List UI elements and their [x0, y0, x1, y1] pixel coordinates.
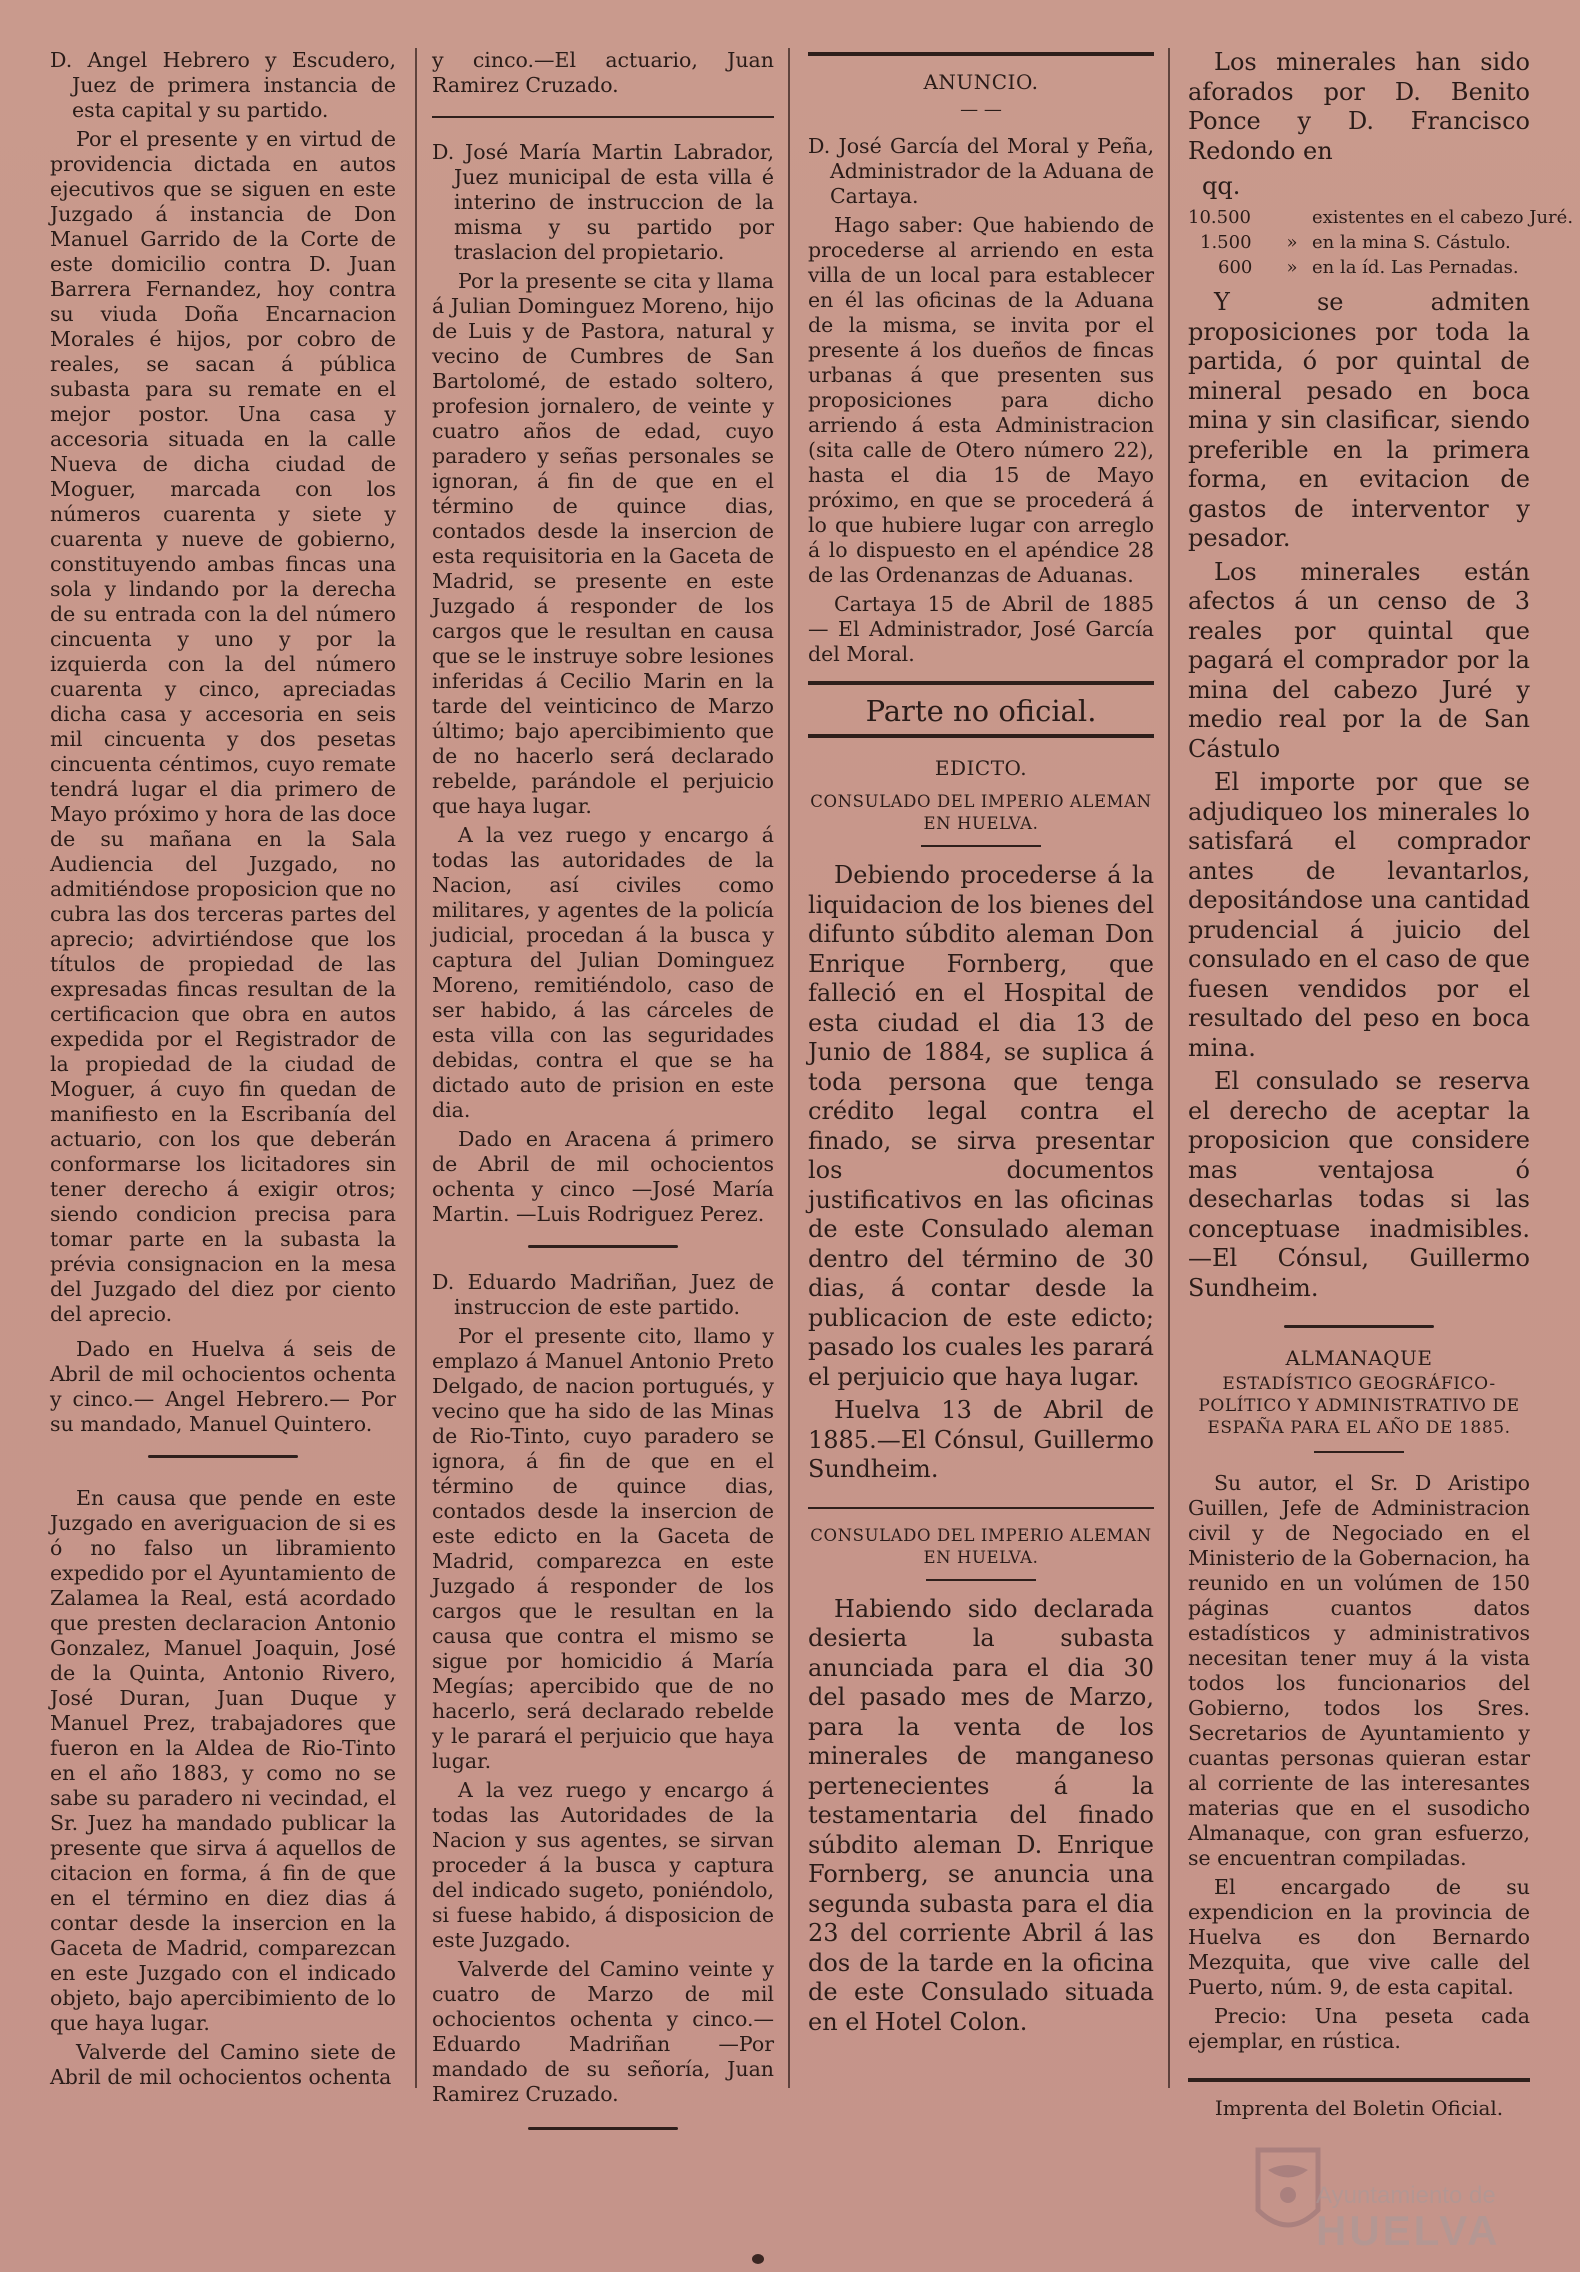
edict-body: En causa que pende en este Juzgado en averiguacion de si es ó no falso un libramiento expedido por el Ayuntamiento de Zalamea la Real, está acordado que presten declaracion Antonio Gonzalez, Manuel Joaquin, José de la Quinta, Antonio Rivero, José Duran, Juan Duque y Manuel Prez, trabajadores que fueron en la Aldea de Rio-Tinto en el año 1883, y como no se sabe su paradero ni vecindad, el Sr. Juez ha mandado publicar la presente que sirva á aquellos de citacion en forma, á fin de que en el término en diez dias á contar desde la insercion en la Gaceta de Madrid, comparezcan en este Juzgado con el indicado objeto, bajo apercibimiento de lo que haya lugar.	[50, 1486, 396, 2035]
section-divider	[808, 52, 1154, 56]
section-divider	[808, 681, 1154, 685]
edict-closing: Valverde del Camino siete de Abril de mil ochocientos ochenta	[50, 2040, 396, 2089]
edicto-closing: Huelva 13 de Abril de 1885.—El Cónsul, Guillermo Sundheim.	[808, 1396, 1154, 1483]
almanaque-paragraph: El encargado de su expendicion en la provincia de Huelva es don Bernardo Mezquita, que vive calle del Puerto, núm. 9, de esta capital.	[1188, 1875, 1530, 1999]
edict-continuation: y cinco.—El actuario, Juan Ramirez Cruzado.	[432, 48, 774, 97]
edict-closing: Dado en Aracena á primero de Abril de mil ochocientos ochenta y cinco —José María Martin. —Luis Rodriguez Perez.	[432, 1127, 774, 1226]
edict-header: D. Angel Hebrero y Escudero, Juez de primera instancia de esta capital y su partido.	[50, 48, 396, 122]
edict-body: Por el presente y en virtud de providencia dictada en autos ejecutivos que se siguen en este Juzgado á instancia de Don Manuel Garrido de la Corte de este domicilio contra D. Juan Barrera Fernandez, hoy contra su viuda Doña Encarnacion Morales é hijos, por cobro de reales, se sacan á pública subasta para su remate en el mejor postor. Una casa y accesoria situada en la calle Nueva de dicha ciudad de Moguer, marcada con los números cuarenta y siete y cuarenta y nueve de gobierno, constituyendo ambas fincas una sola y lindando por la derecha de su entrada con la del número cincuenta y uno y por la izquierda con la del número cuarenta y cinco, apreciadas dicha casa y accesoria en seis mil cincuenta y dos pesetas cincuenta céntimos, cuyo remate tendrá lugar el dia primero de Mayo próximo y hora de las doce de su mañana en la Sala Audiencia del Juzgado, no admitiéndose proposicion que no cubra las dos terceras partes del aprecio; advirtiéndose que los títulos de propiedad de las expresadas fincas resultan de la certificacion que obra en autos expedida por el Registrador de la propiedad de la ciudad de Moguer, á cuyo fin quedan de manifiesto en la Escribanía del actuario, con los que deberán conformarse los licitadores sin tener derecho á exigir otros; siendo condicion precisa para tomar parte en la subasta la prévia consignacion en la mesa del Juzgado del diez por ciento del aprecio.	[50, 127, 396, 1326]
section-divider	[528, 2127, 678, 2130]
column-rule	[788, 48, 790, 2088]
edict-header: D. Eduardo Madriñan, Juez de instruccion de este partido.	[432, 1270, 774, 1319]
table-row: 1.500 » en la mina S. Cástulo.	[1200, 232, 1511, 253]
consulate-heading: CONSULADO DEL IMPERIO ALEMAN EN HUELVA.	[810, 1525, 1152, 1567]
almanaque-title: ALMANAQUE	[1285, 1346, 1433, 1370]
section-divider	[1188, 2078, 1530, 2082]
quantity-unit: qq.	[1202, 172, 1241, 200]
edict-closing: Valverde del Camino veinte y cuatro de Marzo de mil ochocientos ochenta y cinco.—Eduardo Madriñan —Por mandado de su señoría, Juan Ramirez Cruzado.	[432, 1957, 774, 2106]
almanaque-paragraph: Precio: Una peseta cada ejemplar, en rústica.	[1188, 2004, 1530, 2053]
column-3	[808, 48, 1154, 2041]
edict-body: A la vez ruego y encargo á todas las autoridades de la Nacion, así civiles como militares, y agentes de la policía judicial, procedan á la busca y captura del Julian Dominguez Moreno, remitiéndolo, caso de ser habido, á las cárceles de esta villa con las seguridades debidas, contra el que se ha dictado auto de prision en este dia.	[432, 823, 774, 1122]
minerales-paragraph: Los minerales están afectos á un censo de 3 reales por quintal que pagará el comprador por la mina del cabezo Juré y medio real por la de San Cástulo	[1188, 557, 1530, 763]
section-divider	[926, 1579, 1036, 1581]
section-divider	[808, 734, 1154, 738]
section-divider	[921, 845, 1041, 847]
section-divider	[148, 1455, 298, 1458]
edicto-title: EDICTO.	[934, 756, 1028, 780]
edict-body: Por la presente se cita y llama á Julian Dominguez Moreno, hijo de Luis y de Pastora, natural y vecino de Cumbres de San Bartolomé, de estado soltero, profesion jornalero, de veinte y cuatro años de edad, cuyo paradero y señas personales se ignoran, á fin de que en el término de quince dias, contados desde la insercion de esta requisitoria en la Gaceta de Madrid, se presente en este Juzgado á responder de los cargos que le resultan en causa que se le instruye sobre lesiones inferidas á Cecilio Marin en la tarde del veinticinco de Marzo último; bajo apercibimiento que de no hacerlo será declarado rebelde, parándole el perjuicio que haya lugar.	[432, 269, 774, 818]
almanaque-subtitle: ESTADÍSTICO GEOGRÁFICO-POLÍTICO Y ADMINISTRATIVO DE ESPAÑA PARA EL AÑO DE 1885.	[1198, 1374, 1520, 1438]
table-row: 10.500 existentes en el cabezo Juré.	[1188, 207, 1574, 228]
column-2	[432, 48, 774, 2152]
almanaque-paragraph: Su autor, el Sr. D Aristipo Guillen, Jefe de Administracion civil y de Negociado en el Ministerio de la Gobernacion, ha reunido en un volúmen de 150 páginas cuantos datos estadísticos y administrativos necesitan tener muy á la vista todos los funcionarios del Gobierno, todos los Sres. Secretarios de Ayuntamiento y cuantas personas quieran estar al corriente de las interesantes materias que en el susodicho Almanaque, con gran esfuerzo, se encuentran compiladas.	[1188, 1471, 1530, 1870]
minerales-table	[1188, 205, 1574, 280]
edict-body: Por el presente cito, llamo y emplazo á Manuel Antonio Preto Delgado, de nacion portugués, y vecino que ha sido de las Minas de Rio-Tinto, cuyo paradero se ignora, á fin de que en el término de quince dias, contados desde la insercion de este edicto en la Gaceta de Madrid, comparezca en este Juzgado á responder de los cargos que le resultan en la causa que contra el mismo se sigue por homicidio á María Megías; apercibido que de no hacerlo, será declarado rebelde y le parará el perjuicio que haya lugar.	[432, 1324, 774, 1773]
section-divider	[1314, 1451, 1404, 1453]
column-rule	[415, 48, 417, 2088]
section-divider	[1284, 1325, 1434, 1328]
edict-header: D. José María Martin Labrador, Juez municipal de esta villa é interino de instruccion de la misma y su partido por traslacion del propietario.	[432, 140, 774, 264]
column-rule	[1168, 48, 1170, 2088]
title-dash: — —	[960, 99, 1002, 120]
anuncio-header: D. José García del Moral y Peña, Administrador de la Aduana de Cartaya.	[808, 134, 1154, 208]
column-4	[1188, 48, 1574, 2125]
section-divider	[808, 1507, 1154, 1509]
edict-body: A la vez ruego y encargo á todas las Autoridades de la Nacion y sus agentes, se sirvan proceder á la busca y captura del indicado sugeto, poniéndolo, si fuese habido, á disposicion de este Juzgado.	[432, 1778, 774, 1952]
page-mark-icon	[752, 2254, 764, 2264]
anuncio-closing: Cartaya 15 de Abril de 1885 — El Administrador, José García del Moral.	[808, 592, 1154, 666]
minerales-paragraph: Y se admiten proposiciones por toda la partida, ó por quintal de mineral pesado en boca mina y sin clasificar, siendo preferible en la primera forma, en evitacion de gastos de interventor y pesador.	[1188, 288, 1530, 552]
section-title: Parte no oficial.	[865, 694, 1097, 728]
column-1	[50, 48, 396, 2094]
section-divider	[528, 1245, 678, 1248]
subasta-body: Habiendo sido declarada desierta la subasta anunciada para el dia 30 del pasado mes de Marzo, para la venta de los minerales de manganeso pertenecientes á la testamentaria del finado súbdito aleman D. Enrique Fornberg, se anuncia una segunda subasta para el dia 23 del corriente Abril á las dos de la tarde en la oficina de este Consulado situada en el Hotel Colon.	[808, 1594, 1154, 2036]
anuncio-title: ANUNCIO.	[923, 70, 1039, 94]
minerales-paragraph: El importe por que se adjudiqueo los minerales lo satisfará el comprador antes de levantarlos, depositándose una cantidad prudencial á juicio del consulado en el caso de que fuesen vendidos por el resultado del peso en boca mina.	[1188, 768, 1530, 1062]
minerales-intro: Los minerales han sido aforados por D. Benito Ponce y D. Francisco Redondo en	[1188, 48, 1530, 165]
consulate-heading: CONSULADO DEL IMPERIO ALEMAN EN HUELVA.	[810, 792, 1152, 833]
anuncio-body: Hago saber: Que habiendo de procederse al arriendo en esta villa de un local para establecer en él las oficinas de la Aduana de la misma, se invita por el presente á los dueños de fincas urbanas á que presenten sus proposiciones para dicho arriendo á esta Administracion (sita calle de Otero número 22), hasta el dia 15 de Mayo próximo, en que se procederá á lo que hubiere lugar con arreglo á lo dispuesto en el apéndice 28 de las Ordenanzas de Aduanas.	[808, 213, 1154, 587]
watermark-text: Ayuntamiento de HUELVA	[1316, 2182, 1501, 2254]
minerales-paragraph: El consulado se reserva el derecho de aceptar la proposicion que considere mas ventajosa ó desecharlas todas si las conceptuase inadmisibles. —El Cónsul, Guillermo Sundheim.	[1188, 1067, 1530, 1302]
edict-closing: Dado en Huelva á seis de Abril de mil ochocientos ochenta y cinco.— Angel Hebrero.— Por su mandado, Manuel Quintero.	[50, 1337, 396, 1436]
table-row: 600 » en la íd. Las Pernadas.	[1218, 257, 1519, 278]
edicto-body: Debiendo procederse á la liquidacion de los bienes del difunto súbdito aleman Don Enrique Fornberg, que falleció en el Hospital de esta ciudad el dia 13 de Junio de 1884, se suplica á toda persona que tenga crédito legal contra el finado, se sirva presentar los documentos justificativos en las oficinas de este Consulado aleman dentro del término de 30 dias, á contar desde la publicacion de este edicto; pasado los cuales les parará el perjuicio que haya lugar.	[808, 861, 1154, 1391]
section-divider	[432, 116, 774, 118]
printer-imprint: Imprenta del Boletin Oficial.	[1214, 2096, 1504, 2120]
